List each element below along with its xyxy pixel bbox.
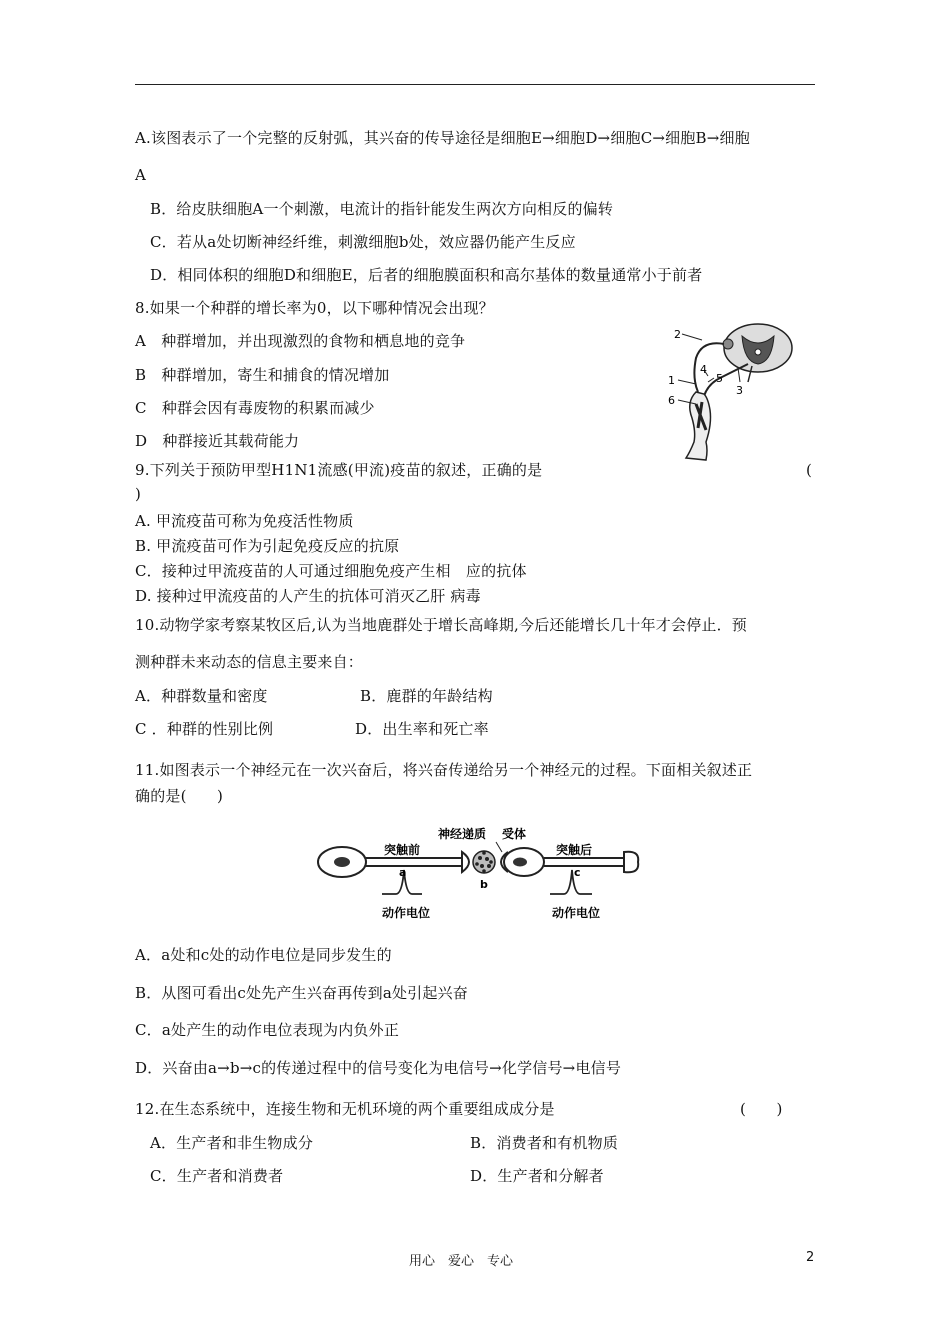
q10-stem-line2: 测种群未来动态的信息主要来自： (135, 653, 364, 671)
q12-paren: ( ) (740, 1100, 783, 1118)
q7-option-b: B．给皮肤细胞A一个刺激，电流计的指针能发生两次方向相反的偏转 (150, 200, 614, 218)
q8-stem: 8.如果一个种群的增长率为0，以下哪种情况会出现？ (135, 299, 494, 317)
header-rule (135, 84, 815, 85)
label-a: a (399, 866, 407, 879)
q7-option-c: C．若从a处切断神经纤维，刺激细胞b处，效应器仍能产生反应 (150, 233, 576, 251)
label-receptor: 受体 (502, 827, 527, 841)
reflex-label-5: 5 (716, 372, 723, 385)
q11-option-c: C．a处产生的动作电位表现为内负外正 (135, 1021, 400, 1039)
q8-option-a: A 种群增加，并出现激烈的食物和栖息地的竞争 (135, 332, 466, 350)
label-action-potential-right: 动作电位 (552, 906, 601, 920)
reflex-label-2: 2 (674, 328, 681, 341)
footer-motto: 用心 爱心 专心 (409, 1254, 514, 1269)
synapse-figure (312, 822, 642, 924)
q8-option-d: D 种群接近其载荷能力 (135, 432, 300, 450)
q11-option-a: A．a处和c处的动作电位是同步发生的 (135, 946, 392, 964)
q7-option-a-line2: A (135, 166, 147, 184)
q10-option-c: C ．种群的性别比例 (135, 720, 274, 738)
q10-option-d: D．出生率和死亡率 (355, 720, 489, 738)
reflex-label-6: 6 (668, 394, 675, 407)
q11-stem-line2: 确的是( ) (135, 787, 224, 805)
reflex-label-3: 3 (736, 384, 743, 397)
q7-option-d: D．相同体积的细胞D和细胞E，后者的细胞膜面积和高尔基体的数量通常小于前者 (150, 266, 703, 284)
q8-option-b: B 种群增加，寄生和捕食的情况增加 (135, 366, 390, 384)
q11-stem-line1: 11.如图表示一个神经元在一次兴奋后，将兴奋传递给另一个神经元的过程。下面相关叙述正 (135, 761, 753, 779)
label-presynaptic: 突触前 (384, 843, 421, 857)
page-number: 2 (806, 1250, 815, 1265)
q12-option-b: B．消费者和有机物质 (470, 1134, 619, 1152)
reflex-label-4: 4 (700, 363, 707, 376)
q9-stem: 9.下列关于预防甲型H1N1流感(甲流)疫苗的叙述，正确的是 (135, 461, 543, 479)
q9-option-a: A. 甲流疫苗可称为免疫活性物质 (135, 512, 354, 530)
q12-option-d: D．生产者和分解者 (470, 1167, 604, 1185)
label-c: c (574, 866, 581, 879)
label-postsynaptic: 突触后 (556, 843, 593, 857)
q10-stem-line1: 10.动物学家考察某牧区后,认为当地鹿群处于增长高峰期,今后还能增长几十年才会停止．预 (135, 616, 747, 634)
q9-paren-open: ( (806, 461, 813, 479)
q11-option-d: D．兴奋由a→b→c的传递过程中的信号变化为电信号→化学信号→电信号 (135, 1059, 622, 1077)
q12-option-c: C．生产者和消费者 (150, 1167, 284, 1185)
q8-option-c: C 种群会因有毒废物的积累而减少 (135, 399, 375, 417)
q10-option-a: A．种群数量和密度 (135, 687, 268, 705)
q12-stem: 12.在生态系统中，连接生物和无机环境的两个重要组成成分是 (135, 1100, 555, 1118)
q9-option-d: D. 接种过甲流疫苗的人产生的抗体可消灭乙肝 病毒 (135, 587, 481, 605)
q12-option-a: A．生产者和非生物成分 (150, 1134, 314, 1152)
q10-option-b: B．鹿群的年龄结构 (360, 687, 493, 705)
q9-paren-close: ) (135, 485, 142, 503)
reflex-arc-figure (662, 318, 812, 466)
label-neurotransmitter: 神经递质 (438, 827, 487, 841)
label-b: b (480, 878, 488, 891)
reflex-label-1: 1 (668, 374, 675, 387)
q9-option-b: B. 甲流疫苗可作为引起免疫反应的抗原 (135, 537, 400, 555)
q7-option-a-line1: A.该图表示了一个完整的反射弧，其兴奋的传导途径是细胞E→细胞D→细胞C→细胞B→细胞 (135, 129, 750, 147)
label-action-potential-left: 动作电位 (382, 906, 431, 920)
q9-option-c: C．接种过甲流疫苗的人可通过细胞免疫产生相 应的抗体 (135, 562, 527, 580)
q11-option-b: B．从图可看出c处先产生兴奋再传到a处引起兴奋 (135, 984, 468, 1002)
